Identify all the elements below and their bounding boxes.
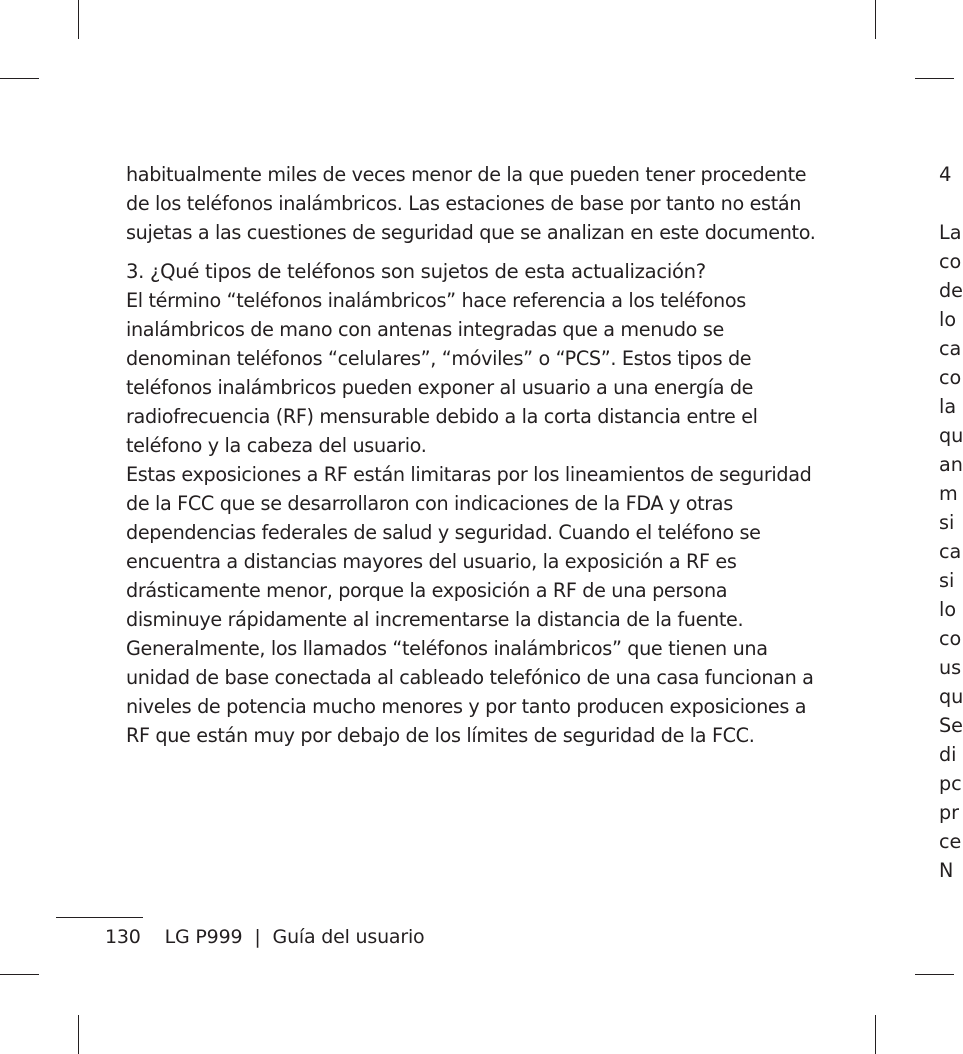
body-paragraph-2: Estas exposiciones a RF están limitaras por los lineamientos de seguridad de la FCC que se desarrollaron con indicaciones de la FDA y otras dependencias federales de salud y seguridad. Cuando el teléfono se encuentra a distancias mayores del usuario, la exposición a RF es drásticamente menor, porque la exposición a RF de una persona disminuye rápidamente al incrementarse la distancia de la fuente. Generalmente, los llamados “teléfonos inalámbricos” que tienen una unidad de base conectada al cableado telefónico de una casa funcionan a niveles de potencia mucho menores y por tanto producen exposiciones a RF que están muy por debajo de los límites de seguridad de la FCC. [126,463,814,747]
footer-separator: | [254,926,261,948]
adjacent-line-fragment: co [939,250,962,273]
footer-guide-title: Guía del usuario [272,926,425,948]
crop-mark-bottom-left-horizontal [0,974,39,975]
adjacent-gap [939,189,954,218]
adjacent-line-fragment: co [939,627,962,650]
page-number: 130 [105,926,141,948]
adjacent-line-list [939,218,963,885]
paragraph-gap [126,247,826,257]
crop-mark-bottom-right-horizontal [915,974,954,975]
crop-mark-bottom-right [875,1015,876,1054]
adjacent-line-fragment: m [939,482,958,505]
adjacent-line-fragment: di [939,743,957,766]
crop-mark-top-left-horizontal [0,78,39,79]
adjacent-line-fragment: lo [939,308,957,331]
adjacent-line-fragment: ce [939,830,962,853]
adjacent-line-fragment: qu [939,424,963,447]
adjacent-line-fragment: si [939,511,955,534]
adjacent-line-fragment: pr [939,801,960,824]
crop-mark-bottom-left [78,1015,79,1054]
intro-paragraph: habitualmente miles de veces menor de la que pueden tener procedente de los teléfonos inalámbricos. Las estaciones de base por tanto no están sujetas a las cuestiones de seguridad que se analizan en este documento. [126,163,816,244]
adjacent-line-fragment: lo [939,598,957,621]
adjacent-line-fragment: pc [939,772,962,795]
footer-model: LG P999 [164,926,243,948]
crop-mark-top-left [78,0,79,39]
main-text-column [126,160,826,750]
adjacent-line-fragment: Se [939,714,963,737]
adjacent-line-fragment: de [939,279,963,302]
adjacent-line-fragment: co [939,366,962,389]
section-heading: 3. ¿Qué tipos de teléfonos son sujetos de esta actualización? [126,260,706,283]
adjacent-line-fragment: si [939,569,955,592]
adjacent-heading-fragment: 4 [939,163,952,186]
adjacent-line-fragment: La [939,221,962,244]
adjacent-page-column [939,160,963,885]
crop-mark-top-right-horizontal [915,78,954,79]
page-footer [105,926,424,948]
body-paragraph-1: El término “teléfonos inalámbricos” hace referencia a los teléfonos inalámbricos de mano con antenas integradas que a menudo se denominan teléfonos “celulares”, “móviles” o “PCS”. Estos tipos de teléfonos inalámbricos pueden exponer al usuario a una energía de radiofrecuencia (RF) mensurable debido a la corta distancia entre el teléfono y la cabeza del usuario. [126,289,758,457]
footer-rule [56,917,143,918]
adjacent-line-fragment: ca [939,337,962,360]
adjacent-line-fragment: la [939,395,957,418]
adjacent-line-fragment: ca [939,540,962,563]
adjacent-line-fragment: N [939,859,954,882]
crop-mark-top-right [875,0,876,39]
adjacent-line-fragment: qu [939,685,963,708]
adjacent-line-fragment: us [939,656,962,679]
adjacent-line-fragment: an [939,453,963,476]
